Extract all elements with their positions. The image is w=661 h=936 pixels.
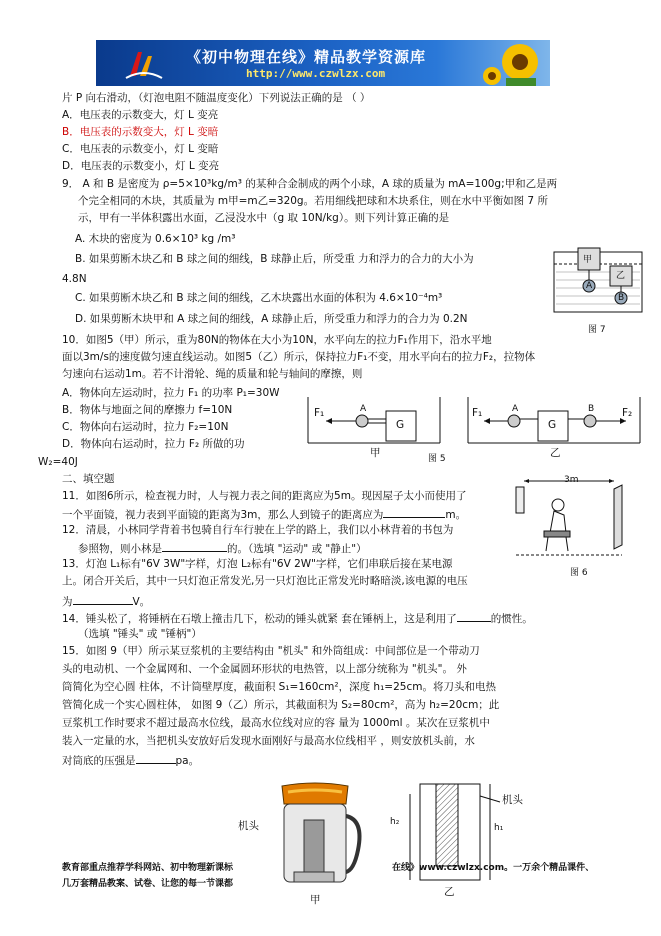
text-line-content: 10．如图5（甲）所示，重为80N的物体在大小为10N，水平向左的拉力F₁作用下，沿水平地 (62, 334, 492, 346)
text-line-l24 (62, 507, 466, 522)
text-line-l25 (62, 524, 453, 537)
text-line-content: 4.8N (62, 273, 87, 285)
figure-6 (510, 475, 650, 585)
text-line-content: （选填 "锤头" 或 "锤柄"） (78, 628, 202, 640)
text-line-l35 (62, 699, 499, 712)
text-line-content: 管简化成一个实心圆柱体， 如图 9（乙）所示，其截面积为 S₂=80cm²，高为 h₂=20cm；此 (62, 699, 500, 711)
banner-url[interactable]: http://www.czwlzx.com (246, 67, 386, 80)
text-line-l18 (62, 404, 232, 417)
text-line-content: 14．锤头松了，将锤柄在石墩上撞击几下，松动的锤头就紧 套在锤柄上，这是利用了 (62, 613, 457, 625)
text-line-l12 (75, 292, 442, 305)
text-line-content: 11．如图6所示，检查视力时，人与视力表之间的距离应为5m。现因屋子太小而使用了 (62, 490, 467, 502)
header-banner (96, 40, 550, 86)
text-line-l19 (62, 421, 228, 434)
text-line-l29 (62, 594, 150, 609)
text-line-l28 (62, 575, 468, 588)
text-line-content: 匀速向右运动1m。若不计滑轮、绳的质量和轮与轴间的摩擦，则 (62, 368, 363, 380)
text-line-l21 (38, 456, 78, 469)
text-line-content: C. 如果剪断木块乙和 B 球之间的细线，乙木块露出水面的体积为 4.6×10⁻⁴m³ (75, 292, 443, 304)
text-line-l38 (62, 753, 199, 768)
fig5-f1-right: F₁ (472, 407, 483, 419)
text-line-content: 豆浆机工作时要求不超过最高水位线，最高水位线对应的容 量为 1000ml 。某次在豆浆机中 (62, 717, 490, 729)
text-line-l37 (62, 735, 475, 748)
fig7-label-yi: 乙 (616, 271, 626, 281)
figure-5 (300, 395, 645, 467)
text-line-content: 二、填空题 (62, 473, 115, 485)
fig5-g-left: G (396, 419, 405, 431)
text-line-content: 为 (62, 596, 73, 608)
text-line-l31 (78, 628, 202, 641)
answer-blank[interactable] (162, 541, 227, 552)
text-line-l1 (62, 92, 370, 105)
text-line-l26 (78, 541, 367, 556)
text-line-content: 12．清晨，小林同学背着书包骑自行车行驶在上学的路上，我们以小林背着的书包为 (62, 524, 454, 536)
text-line-content: B．物体与地面之间的摩擦力 f=10N (62, 404, 233, 416)
fig9-jia-jitou-label: 机头 (238, 820, 259, 832)
footer-left-line1: 教育部重点推荐学科网站、初中物理新课标 (62, 863, 234, 873)
text-line-content: W₂=40J (38, 456, 78, 468)
text-line-content: 筒简化为空心圆 柱体，不计筒壁厚度，截面积 S₁=160cm²，深度 h₁=25cm。将刀头和电热 (62, 681, 496, 693)
fig7-label-a: A (586, 281, 593, 291)
text-line-content: D．电压表的示数变小，灯 L 变亮 (62, 160, 220, 172)
fig9-yi-caption: 乙 (444, 886, 455, 898)
text-line-l7 (78, 195, 548, 208)
text-line-content: 对筒底的压强是 (62, 755, 136, 767)
text-line-content: 示，甲有一半体积露出水面，乙浸没水中（g 取 10N/kg）。则下列计算正确的是 (78, 212, 450, 224)
text-line-content: 上。闭合开关后，其中一只灯泡正常发光,另一只灯泡比正常发光时略暗淡,该电源的电压 (62, 575, 468, 587)
text-line-tail: pa。 (175, 755, 200, 767)
text-line-content: C．电压表的示数变小，灯 L 变暗 (62, 143, 219, 155)
figure-9-yi (380, 780, 540, 905)
fig9-jia-caption: 甲 (310, 894, 321, 906)
text-line-l17 (62, 387, 280, 400)
fig7-label-b: B (618, 293, 625, 303)
fig7-label-jia: 甲 (583, 255, 593, 265)
text-line-content: 片 P 向右滑动，（灯泡电阻不随温度变化）下列说法正确的是 （ ） (62, 92, 371, 104)
fig7-caption: 图 7 (588, 325, 606, 335)
text-line-l34 (62, 681, 496, 694)
text-line-l27 (62, 558, 453, 571)
figure-7 (548, 238, 648, 338)
fig5-b-right: B (588, 404, 595, 414)
fig5-f2: F₂ (622, 407, 633, 419)
text-line-l8 (78, 212, 449, 225)
text-line-l23 (62, 490, 466, 503)
text-line-l11 (62, 273, 87, 286)
text-line-l15 (62, 351, 535, 364)
fig9-yi-jitou-label: 机头 (502, 794, 523, 806)
text-line-l3 (62, 126, 218, 139)
text-line-content: D. 如果剪断木块甲和 A 球之间的细线，A 球静止后，所受重力和浮力的合力为 0.2N (75, 313, 468, 325)
text-line-l22 (62, 473, 115, 486)
text-line-content: 15．如图 9（甲）所示某豆浆机的主要结构由 "机头" 和外筒组成：中间部位是一个带动刀 (62, 645, 480, 657)
text-line-tail: V。 (132, 596, 151, 608)
soymilk-maker-drawing (230, 780, 370, 890)
text-line-l36 (62, 717, 490, 730)
fig9-yi-h2: h₂ (390, 817, 400, 827)
text-line-tail: m。 (445, 509, 467, 521)
text-line-content: 一个平面镜，视力表到平面镜的距离为3m，那么人到镜子的距离应为 (62, 509, 384, 521)
fig6-distance: 3m (564, 475, 579, 485)
sunflower-icon (476, 40, 546, 86)
text-line-content: 13．灯泡 L₁标有"6V 3W"字样，灯泡 L₂标有"6V 2W"字样，它们串联后接在某电源 (62, 558, 453, 570)
site-logo-icon (124, 46, 164, 82)
text-line-l9 (75, 233, 235, 246)
text-line-content: 个完全相同的木块，其质量为 m甲=m乙=320g。若用细线把球和木块系住，则在水中平衡如图 7 所 (78, 195, 548, 207)
fig5-a-left: A (360, 404, 367, 414)
text-line-content: B．电压表的示数变大，灯 L 变暗 (62, 126, 219, 138)
fig6-caption: 图 6 (570, 568, 588, 578)
text-line-content: 9． A 和 B 是密度为 ρ=5×10³kg/m³ 的某种合金制成的两个小球，A 球的质量为 mA=100g;甲和乙是两 (62, 178, 558, 190)
text-line-content: 头的电动机、一个金属网和、一个金属圆环形状的电热管，以上部分统称为 "机头"。 外 (62, 663, 467, 675)
text-line-l6 (62, 178, 557, 191)
fig5-label-yi: 乙 (550, 447, 561, 459)
fig5-label-jia: 甲 (370, 447, 381, 459)
text-line-l14 (62, 334, 492, 347)
text-line-l10 (75, 253, 474, 266)
answer-blank[interactable] (457, 611, 491, 622)
fig5-g-right: G (548, 419, 557, 431)
text-line-content: D．物体向右运动时，拉力 F₂ 所做的功 (62, 438, 245, 450)
text-line-l33 (62, 663, 467, 676)
text-line-content: 参照物，则小林是 (78, 543, 162, 555)
footer-left-line2: 几万套精品教案、试卷、让您的每一节课都 (62, 879, 234, 889)
banner-title: 《初中物理在线》精品教学资源库 (186, 48, 427, 66)
figure-6-drawing (510, 475, 650, 567)
fig5-f1-left: F₁ (314, 407, 325, 419)
text-line-content: 装入一定量的水，当把机头安放好后发现水面刚好与最高水位线相平 ，则安放机头前，水 (62, 735, 475, 747)
answer-blank[interactable] (136, 753, 176, 764)
text-line-content: A．物体向左运动时，拉力 F₁ 的功率 P₁=30W (62, 387, 280, 399)
text-line-l4 (62, 143, 218, 156)
text-line-content: A. 木块的密度为 0.6×10³ kg /m³ (75, 233, 236, 245)
answer-blank[interactable] (73, 594, 133, 605)
text-line-content: C．物体向右运动时，拉力 F₂=10N (62, 421, 229, 433)
text-line-content: 面以3m/s的速度做匀速直线运动。如图5（乙）所示，保持拉力F₁不变，用水平向右的拉力F₂，拉物体 (62, 351, 536, 363)
figure-7-drawing (548, 238, 648, 318)
footer-right-line: 在线》www.czwlzx.com。一万余个精品课件、 (392, 863, 595, 873)
text-line-l5 (62, 160, 219, 173)
text-line-l20 (62, 438, 245, 451)
text-line-tail: 的。（选填 "运动" 或 "静止"） (227, 543, 367, 555)
fig9-yi-h1: h₁ (494, 823, 504, 833)
text-line-l32 (62, 645, 480, 658)
text-line-l2 (62, 109, 218, 122)
text-line-l30 (62, 611, 533, 626)
fig5-a-right: A (512, 404, 519, 414)
text-line-l13 (75, 313, 468, 326)
text-line-content: A．电压表的示数变大，灯 L 变亮 (62, 109, 219, 121)
fig5-caption: 图 5 (428, 454, 446, 464)
text-line-content: B. 如果剪断木块乙和 B 球之间的细线，B 球静止后，所受重 力和浮力的合力的大小为 (75, 253, 474, 265)
figure-9-jia (230, 780, 370, 910)
text-line-l16 (62, 368, 362, 381)
text-line-tail: 的惯性。 (490, 613, 533, 625)
answer-blank[interactable] (383, 507, 445, 518)
